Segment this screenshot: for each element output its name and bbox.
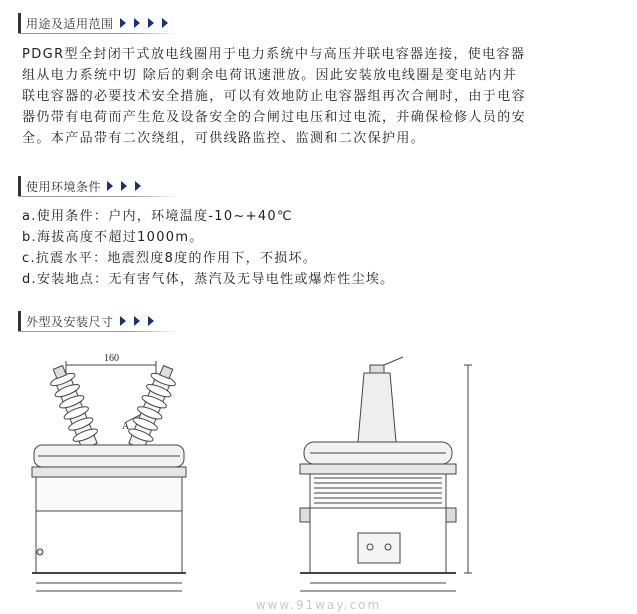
list-item: d.安装地点：无有害气体，蒸汽及无导电性或爆炸性尘埃。 [22, 272, 395, 287]
usage-line: PDGR型全封闭干式放电线圈用于电力系统中与高压并联电容器连接，使电容器 [22, 47, 526, 62]
dimension-label-160: 160 [104, 353, 119, 364]
header-underline [18, 196, 178, 197]
arrow-right-icon [134, 18, 140, 28]
arrow-right-icon [148, 316, 154, 326]
dimension-drawing-svg [18, 347, 618, 607]
header-underline [18, 33, 178, 34]
arrow-icons [120, 18, 168, 28]
usage-line: 全。本产品带有二次绕组，可供线路监控、监测和二次保护用。 [22, 131, 426, 146]
section-title-environment: 使用环境条件 [26, 179, 102, 194]
header-underline [18, 331, 178, 332]
technical-drawing [18, 347, 618, 607]
arrow-icons [120, 316, 154, 326]
watermark: www.91way.com [255, 598, 382, 612]
arrow-right-icon [120, 316, 126, 326]
arrow-right-icon [148, 18, 154, 28]
usage-line: 联电容器的必要技术安全措施，可以有效地防止电容器组再次合闸时，由于电容 [22, 89, 527, 104]
section-header-dimensions [18, 310, 178, 332]
arrow-icons [107, 181, 141, 191]
arrow-right-icon [135, 181, 141, 191]
section-title-dimensions: 外型及安装尺寸 [26, 314, 114, 329]
label-a: A [122, 421, 130, 432]
list-item: c.抗震水平：地震烈度8度的作用下，不损坏。 [22, 251, 318, 266]
list-item: b.海拔高度不超过1000m。 [22, 230, 204, 245]
section-header-environment [18, 175, 178, 197]
arrow-right-icon [162, 18, 168, 28]
arrow-right-icon [120, 18, 126, 28]
arrow-right-icon [121, 181, 127, 191]
section-title-usage: 用途及适用范围 [26, 16, 114, 31]
arrow-right-icon [134, 316, 140, 326]
usage-paragraph [22, 44, 622, 149]
arrow-right-icon [107, 181, 113, 191]
usage-line: 组从电力系统中切 除后的剩余电荷讯速泄放。因此安装放电线圈是变电站内并 [22, 68, 518, 83]
usage-line: 器仍带有电荷而产生危及设备安全的合闸过电压和过电流，并确保检修人员的安 [22, 110, 527, 125]
section-header-usage [18, 12, 178, 34]
list-item: a.使用条件：户内，环境温度-10~+40℃ [22, 209, 293, 224]
environment-list [22, 206, 622, 290]
